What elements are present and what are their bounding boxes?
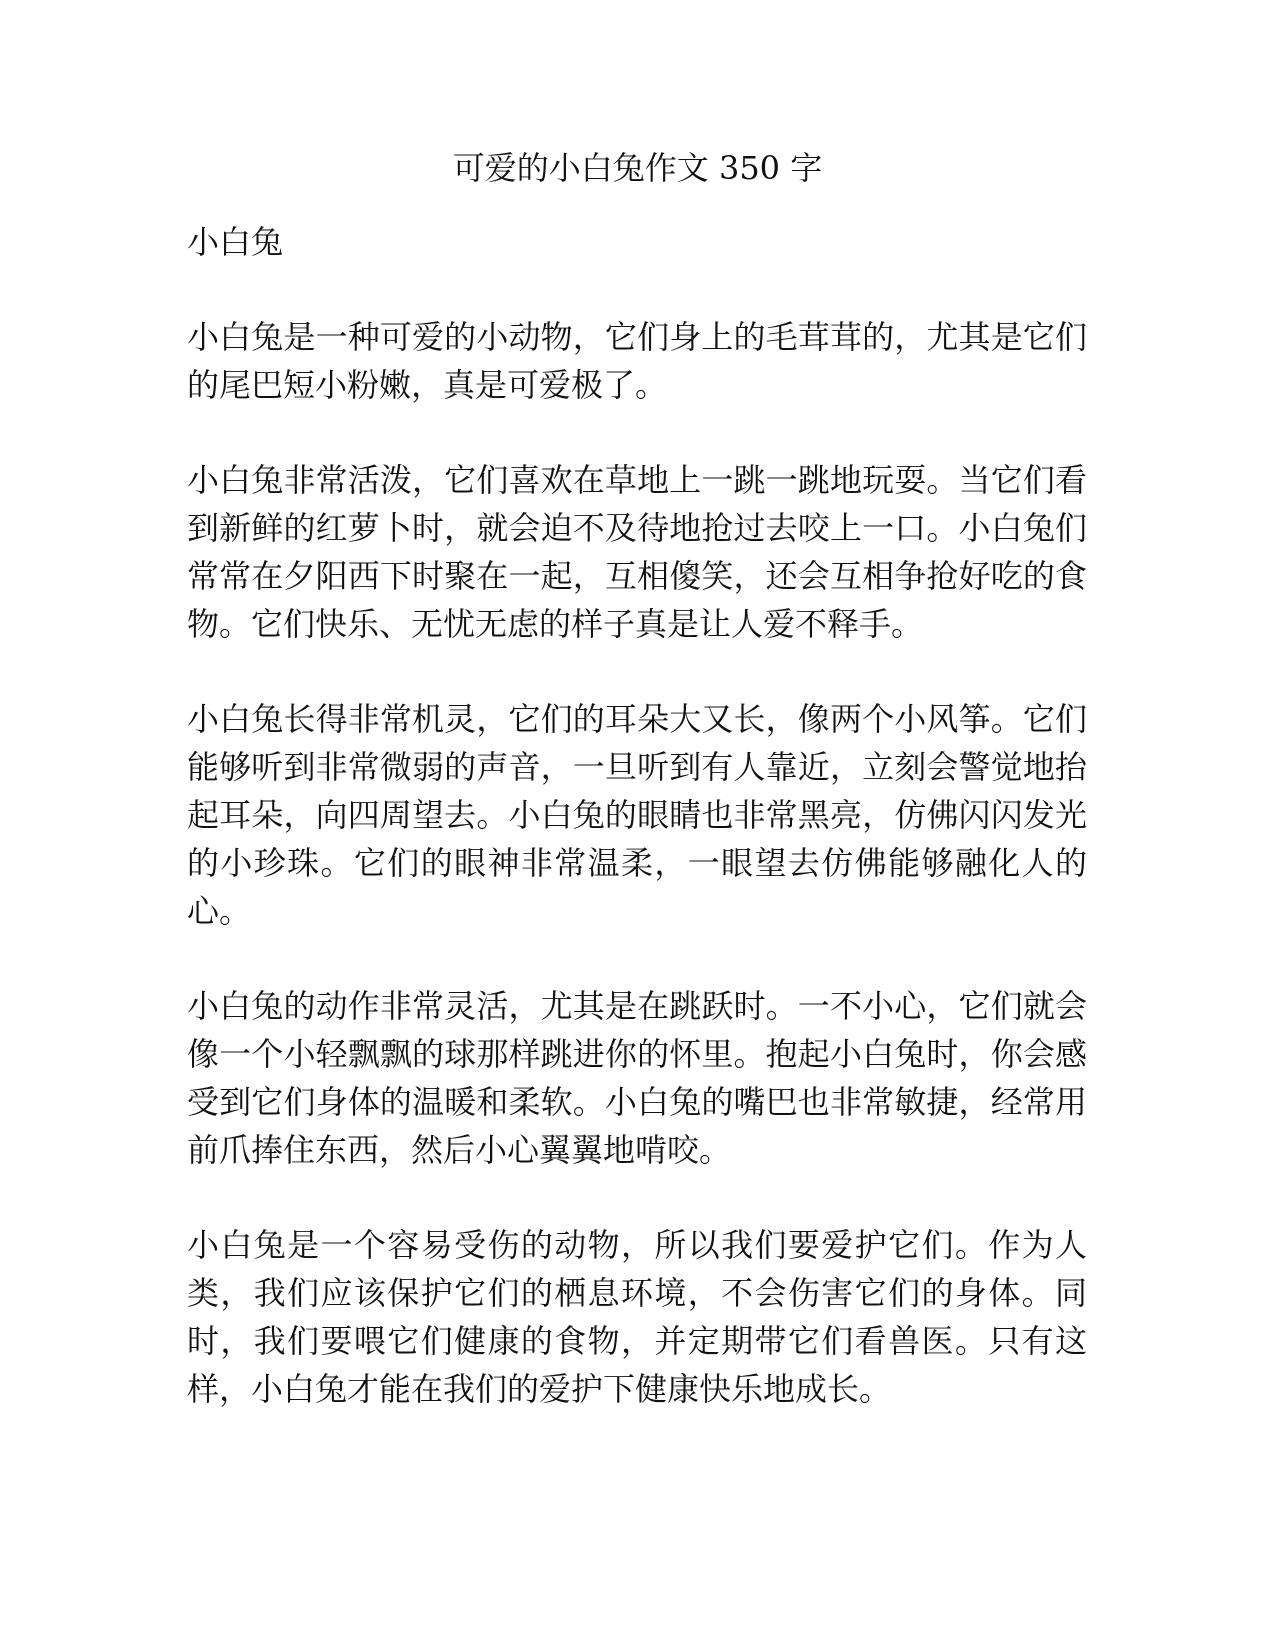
document-body <box>187 218 1087 1413</box>
document-subtitle: 小白兔 <box>187 223 284 261</box>
paragraph-3: 小白兔长得非常机灵，它们的耳朵大又长，像两个小风筝。它们能够听到非常微弱的声音，一旦听到有人靠近，立刻会警觉地抬起耳朵，向四周望去。小白兔的眼睛也非常黑亮，仿佛闪闪发光的小珍珠。它们的眼神非常温柔，一眼望去仿佛能够融化人的心。 <box>187 700 1087 930</box>
paragraph-5: 小白兔是一个容易受伤的动物，所以我们要爱护它们。作为人类，我们应该保护它们的栖息环境，不会伤害它们的身体。同时，我们要喂它们健康的食物，并定期带它们看兽医。只有这样，小白兔才能在我们的爱护下健康快乐地成长。 <box>187 1226 1087 1408</box>
document-title: 可爱的小白兔作文 350 字 <box>452 149 823 187</box>
paragraph-1: 小白兔是一种可爱的小动物，它们身上的毛茸茸的，尤其是它们的尾巴短小粉嫩，真是可爱极了。 <box>187 318 1087 404</box>
paragraph-2: 小白兔非常活泼，它们喜欢在草地上一跳一跳地玩耍。当它们看到新鲜的红萝卜时，就会迫不及待地抢过去咬上一口。小白兔们常常在夕阳西下时聚在一起，互相傻笑，还会互相争抢好吃的食物。它们快乐、无忧无虑的样子真是让人爱不释手。 <box>187 461 1087 643</box>
paragraph-4: 小白兔的动作非常灵活，尤其是在跳跃时。一不小心，它们就会像一个小轻飘飘的球那样跳进你的怀里。抱起小白兔时，你会感受到它们身体的温暖和柔软。小白兔的嘴巴也非常敏捷，经常用前爪捧住东西，然后小心翼翼地啃咬。 <box>187 987 1087 1169</box>
